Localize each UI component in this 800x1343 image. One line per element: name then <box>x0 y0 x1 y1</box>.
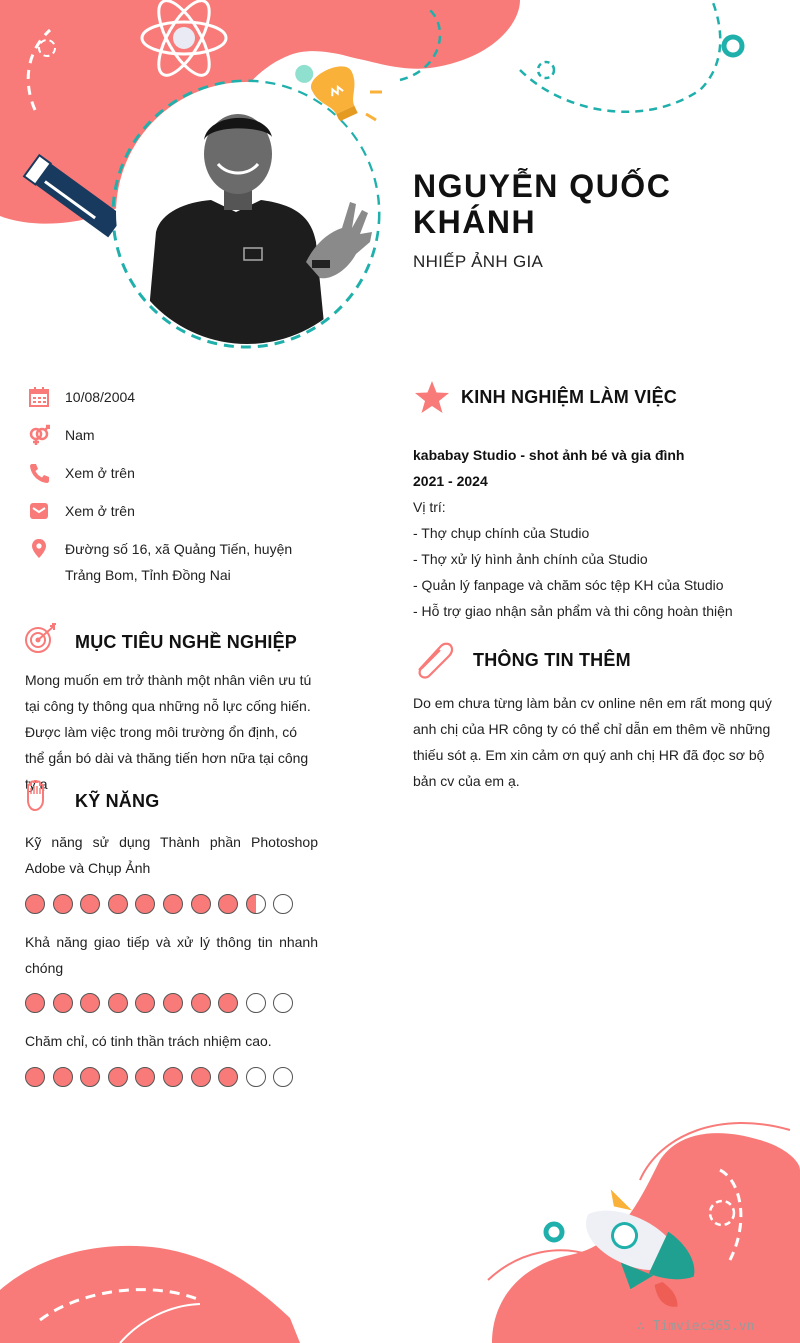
profile-photo <box>116 82 378 344</box>
rating-dot <box>273 1067 293 1087</box>
rating-dot <box>108 894 128 914</box>
rating-dot <box>53 894 73 914</box>
rating-dot <box>80 1067 100 1087</box>
star-icon <box>414 380 450 414</box>
rating-dot <box>218 993 238 1013</box>
rating-dot <box>163 993 183 1013</box>
rating-dot <box>25 993 45 1013</box>
rating-dot <box>80 894 100 914</box>
rating-dot <box>163 894 183 914</box>
rating-dot <box>135 993 155 1013</box>
additional-text: Do em chưa từng làm bản cv online nên em rất mong quý anh chị của HR công ty có thể chỉ dẫn em thêm về những thiếu sót ạ. Em xin cảm ơn quý anh chị HR đã đọc sơ bộ bản cv của em ạ. <box>413 695 772 789</box>
rating-dot <box>135 1067 155 1087</box>
skill-name: Khả năng giao tiếp và xử lý thông tin nhanh chóng <box>25 934 318 976</box>
gender-icon <box>28 424 50 446</box>
skill-rating <box>25 894 293 918</box>
rating-dot <box>246 993 266 1013</box>
rating-dot <box>191 1067 211 1087</box>
rating-dot <box>218 894 238 914</box>
rating-dot <box>273 993 293 1013</box>
company-name: kababay Studio - shot ảnh bé và gia đình <box>413 447 685 463</box>
phone-icon <box>28 462 50 484</box>
skill-name: Chăm chỉ, có tinh thần trách nhiệm cao. <box>25 1033 272 1049</box>
rating-dot <box>25 1067 45 1087</box>
target-icon <box>24 622 60 656</box>
paperclip-icon <box>416 640 458 680</box>
watermark-text: ∴ Timviec365.vn <box>637 1319 755 1334</box>
calendar-icon <box>28 386 50 408</box>
rating-dot <box>163 1067 183 1087</box>
skill-rating <box>25 1067 293 1091</box>
rating-dot <box>53 1067 73 1087</box>
rating-dot <box>108 1067 128 1087</box>
hand-icon <box>24 780 48 812</box>
experience-title: KINH NGHIỆM LÀM VIỆC <box>461 387 678 407</box>
rating-dot <box>25 894 45 914</box>
duty-item: - Thợ xử lý hình ảnh chính của Studio <box>413 551 648 567</box>
experience-block <box>413 442 783 624</box>
rating-dot <box>246 894 266 914</box>
rating-dot <box>80 993 100 1013</box>
rating-dot <box>135 894 155 914</box>
objective-title: MỤC TIÊU NGHỀ NGHIỆP <box>75 632 298 652</box>
location-icon <box>28 538 50 560</box>
gender-value: Nam <box>65 427 95 443</box>
skills-title: KỸ NĂNG <box>75 791 160 811</box>
work-period: 2021 - 2024 <box>413 473 488 489</box>
additional-title: THÔNG TIN THÊM <box>473 650 631 670</box>
phone-value: Xem ở trên <box>65 465 135 481</box>
rating-dot <box>218 1067 238 1087</box>
rating-dot <box>273 894 293 914</box>
address-value: Đường số 16, xã Quảng Tiến, huyện Trảng Bom, Tỉnh Đồng Nai <box>65 541 293 583</box>
email-icon <box>28 500 50 522</box>
rating-dot <box>191 993 211 1013</box>
rating-dot <box>191 894 211 914</box>
duty-item: - Thợ chụp chính của Studio <box>413 525 590 541</box>
position-label: Vị trí: <box>413 499 446 515</box>
duty-item: - Quản lý fanpage và chăm sóc tệp KH của Studio <box>413 577 724 593</box>
rating-dot <box>53 993 73 1013</box>
skill-rating <box>25 993 293 1017</box>
rating-dot <box>246 1067 266 1087</box>
job-title: NHIẾP ẢNH GIA <box>413 252 544 271</box>
duty-item: - Hỗ trợ giao nhận sản phẩm và thi công hoàn thiện <box>413 603 733 619</box>
email-value: Xem ở trên <box>65 503 135 519</box>
objective-text: Mong muốn em trở thành một nhân viên ưu tú tại công ty thông qua những nỗ lực cống hiến. Được làm việc trong môi trường ổn định, có thể gắn bó dài và thăng tiến hơn nữa tại công ty ạ <box>25 672 312 792</box>
skill-name: Kỹ năng sử dụng Thành phần Photoshop Adobe và Chụp Ảnh <box>25 834 318 876</box>
candidate-name: NGUYỄN QUỐC KHÁNH <box>413 168 672 240</box>
birthday-value: 10/08/2004 <box>65 389 136 405</box>
rating-dot <box>108 993 128 1013</box>
